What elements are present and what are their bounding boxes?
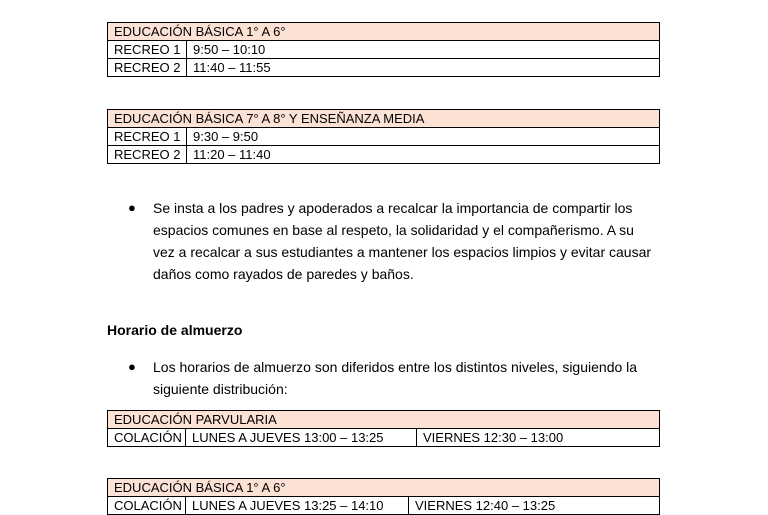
section-heading: Horario de almuerzo (107, 322, 243, 338)
table-row (108, 146, 660, 164)
recess-label: RECREO 1 (108, 41, 187, 59)
paragraph-respect (153, 197, 663, 285)
paragraph-line: espacios comunes en base al respeto, la solidaridad y el compañerismo. A su (153, 222, 634, 238)
lunch-table-parvularia (107, 410, 660, 447)
recess-label: RECREO 1 (108, 128, 187, 146)
lunch-weekdays: LUNES A JUEVES 13:00 – 13:25 (186, 429, 417, 447)
table-row (108, 429, 660, 447)
lunch-table-basic-1-6 (107, 478, 660, 515)
paragraph-line: vez a recalcar a sus estudiantes a mantener los espacios limpios y evitar causar (153, 244, 652, 260)
recess-label: RECREO 2 (108, 146, 187, 164)
lunch-label: COLACIÓN (108, 429, 186, 447)
lunch-weekdays: LUNES A JUEVES 13:25 – 14:10 (186, 497, 409, 515)
paragraph-line: daños como rayados de paredes y baños. (153, 266, 414, 282)
table-header: EDUCACIÓN BÁSICA 1° A 6° (108, 479, 660, 497)
paragraph-line: siguiente distribución: (153, 381, 288, 397)
paragraph-line: Se insta a los padres y apoderados a recalcar la importancia de compartir los (153, 200, 633, 216)
recess-time: 9:50 – 10:10 (187, 41, 660, 59)
paragraph-line: Los horarios de almuerzo son diferidos entre los distintos niveles, siguiendo la (153, 359, 638, 375)
recess-label: RECREO 2 (108, 59, 187, 77)
table-row (108, 41, 660, 59)
lunch-friday: VIERNES 12:30 – 13:00 (417, 429, 660, 447)
bullet-icon: ● (128, 359, 136, 374)
table-header: EDUCACIÓN BÁSICA 1° A 6° (108, 23, 660, 41)
table-row (108, 497, 660, 515)
table-header: EDUCACIÓN PARVULARIA (108, 411, 660, 429)
recess-time: 11:40 – 11:55 (187, 59, 660, 77)
lunch-friday: VIERNES 12:40 – 13:25 (409, 497, 660, 515)
table-row (108, 128, 660, 146)
bullet-icon: ● (128, 200, 136, 215)
paragraph-lunch (153, 356, 663, 400)
recess-table-basic-1-6 (107, 22, 660, 77)
recess-table-basic-7-8-media (107, 109, 660, 164)
lunch-label: COLACIÓN (108, 497, 186, 515)
table-row (108, 59, 660, 77)
table-header: EDUCACIÓN BÁSICA 7° A 8° Y ENSEÑANZA MEDIA (108, 110, 660, 128)
recess-time: 11:20 – 11:40 (187, 146, 660, 164)
recess-time: 9:30 – 9:50 (187, 128, 660, 146)
